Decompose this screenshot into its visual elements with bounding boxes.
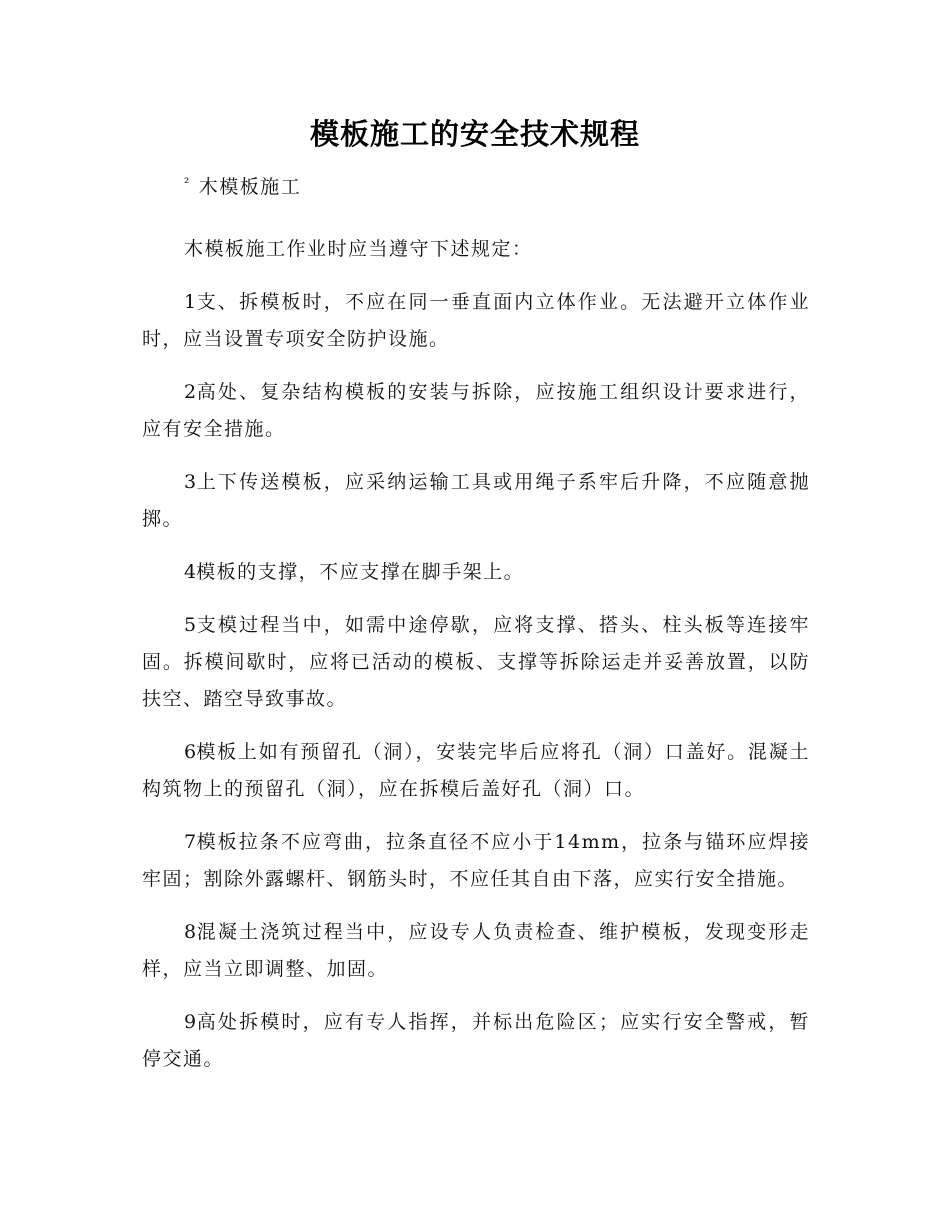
rule-text: 高处拆模时，应有专人指挥，并标出危险区；应实行安全警戒，暂停交通。 bbox=[142, 1011, 810, 1070]
intro-paragraph: 木模板施工作业时应当遵守下述规定： bbox=[184, 238, 533, 260]
rule-number: 5 bbox=[184, 614, 197, 636]
rule-text: 高处、复杂结构模板的安装与拆除，应按施工组织设计要求进行，应有安全措施。 bbox=[142, 381, 810, 440]
section-heading-text: 木模板施工 bbox=[198, 176, 302, 198]
rule-item-2 bbox=[142, 374, 810, 448]
rule-number: 7 bbox=[184, 831, 197, 853]
rule-number: 2 bbox=[184, 381, 197, 403]
rule-number: 9 bbox=[184, 1011, 197, 1033]
rule-text: 混凝土浇筑过程当中，应设专人负责检查、维护模板，发现变形走样，应当立即调整、加固。 bbox=[142, 921, 810, 980]
rule-number: 1 bbox=[184, 291, 197, 313]
rule-item-3 bbox=[142, 464, 810, 538]
page-title: 模板施工的安全技术规程 bbox=[309, 117, 640, 151]
document-body bbox=[142, 166, 810, 1094]
rule-number: 6 bbox=[184, 741, 197, 763]
rule-item-7 bbox=[142, 824, 810, 898]
rule-number: 4 bbox=[184, 561, 197, 583]
rule-text: 模板拉条不应弯曲，拉条直径不应小于14mm，拉条与锚环应焊接牢固；割除外露螺杆、钢筋头时，不应任其自由下落，应实行安全措施。 bbox=[142, 831, 810, 890]
rule-text: 模板的支撑，不应支撑在脚手架上。 bbox=[196, 561, 525, 583]
rule-text: 支、拆模板时，不应在同一垂直面内立体作业。无法避开立体作业时，应当设置专项安全防护设施。 bbox=[142, 291, 810, 350]
section-heading bbox=[142, 166, 810, 205]
rule-text: 模板上如有预留孔（洞），安装完毕后应将孔（洞）口盖好。混凝土构筑物上的预留孔（洞），应在拆模后盖好孔（洞）口。 bbox=[142, 741, 810, 800]
rule-item-1 bbox=[142, 284, 810, 358]
rule-text: 支模过程当中，如需中途停歇，应将支撑、搭头、柱头板等连接牢固。拆模间歇时，应将已活动的模板、支撑等拆除运走并妥善放置，以防扶空、踏空导致事故。 bbox=[142, 614, 810, 710]
rule-number: 3 bbox=[184, 471, 197, 493]
rule-text: 上下传送模板，应采纳运输工具或用绳子系牢后升降，不应随意抛掷。 bbox=[142, 471, 810, 530]
rule-item-4 bbox=[142, 554, 810, 591]
rule-item-9 bbox=[142, 1004, 810, 1078]
rule-item-6 bbox=[142, 734, 810, 808]
rule-number: 8 bbox=[184, 921, 197, 943]
rule-item-8 bbox=[142, 914, 810, 988]
rule-item-5 bbox=[142, 607, 810, 718]
bullet-icon: ² bbox=[184, 176, 191, 191]
